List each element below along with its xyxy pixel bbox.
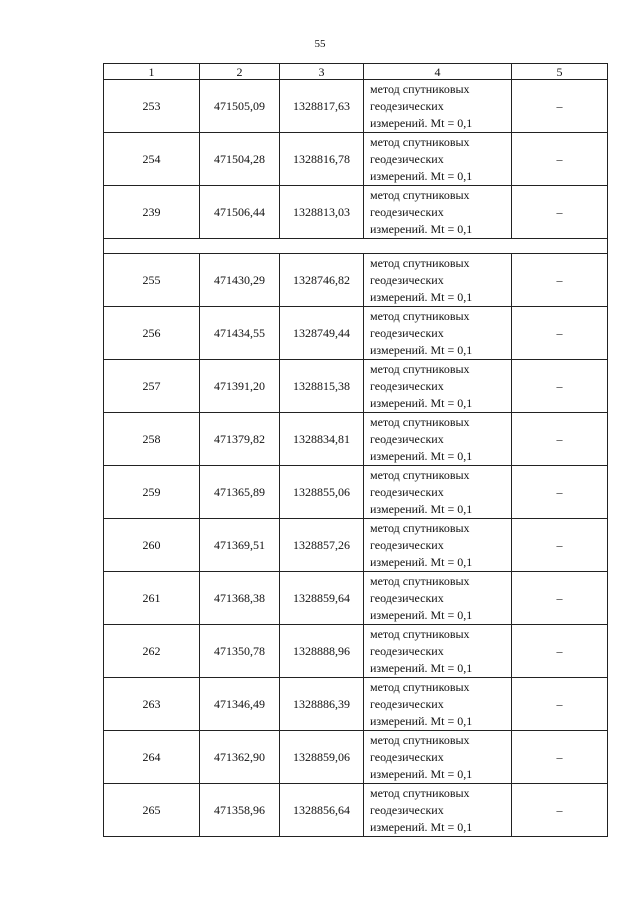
method-text-line: измерений. Mt = 0,1 — [370, 289, 473, 304]
accuracy-dash-cell: – — [512, 80, 608, 133]
table-row — [104, 413, 608, 466]
point-number-cell: 254 — [104, 133, 200, 186]
method-text-line: метод спутниковых — [370, 520, 470, 535]
method-text-line: измерений. Mt = 0,1 — [370, 395, 473, 410]
method-text-line: геодезических — [370, 98, 444, 113]
point-number-cell: 255 — [104, 254, 200, 307]
point-number-cell: 262 — [104, 625, 200, 678]
method-text-line: геодезических — [370, 431, 444, 446]
method-text-line: геодезических — [370, 590, 444, 605]
method-text-line: геодезических — [370, 749, 444, 764]
method-text-line: геодезических — [370, 204, 444, 219]
method-text-line: измерений. Mt = 0,1 — [370, 554, 473, 569]
x-coordinate-cell: 471506,44 — [200, 186, 280, 239]
x-coordinate-cell: 471430,29 — [200, 254, 280, 307]
method-text-line: измерений. Mt = 0,1 — [370, 766, 473, 781]
header-cell: 3 — [280, 64, 364, 80]
x-coordinate-cell: 471434,55 — [200, 307, 280, 360]
point-number-cell: 260 — [104, 519, 200, 572]
accuracy-dash-cell: – — [512, 731, 608, 784]
method-cell — [364, 572, 512, 625]
method-cell — [364, 731, 512, 784]
y-coordinate-cell: 1328855,06 — [280, 466, 364, 519]
method-text-line: измерений. Mt = 0,1 — [370, 819, 473, 834]
method-text-line: метод спутниковых — [370, 626, 470, 641]
header-cell: 2 — [200, 64, 280, 80]
x-coordinate-cell: 471368,38 — [200, 572, 280, 625]
method-text-line: метод спутниковых — [370, 187, 470, 202]
point-number-cell: 257 — [104, 360, 200, 413]
table-row — [104, 784, 608, 837]
method-text-line: геодезических — [370, 151, 444, 166]
method-text-line: геодезических — [370, 537, 444, 552]
point-number-cell: 264 — [104, 731, 200, 784]
table-row — [104, 186, 608, 239]
table-row — [104, 572, 608, 625]
accuracy-dash-cell: – — [512, 186, 608, 239]
y-coordinate-cell: 1328856,64 — [280, 784, 364, 837]
method-cell — [364, 133, 512, 186]
table-row — [104, 678, 608, 731]
method-cell — [364, 625, 512, 678]
table-row — [104, 625, 608, 678]
header-cell: 4 — [364, 64, 512, 80]
method-text-line: измерений. Mt = 0,1 — [370, 221, 473, 236]
method-cell — [364, 784, 512, 837]
method-cell — [364, 186, 512, 239]
method-text-line: метод спутниковых — [370, 255, 470, 270]
method-cell — [364, 678, 512, 731]
accuracy-dash-cell: – — [512, 572, 608, 625]
table-row — [104, 360, 608, 413]
accuracy-dash-cell: – — [512, 466, 608, 519]
method-text-line: геодезических — [370, 802, 444, 817]
method-text-line: измерений. Mt = 0,1 — [370, 660, 473, 675]
method-text-line: метод спутниковых — [370, 467, 470, 482]
accuracy-dash-cell: – — [512, 307, 608, 360]
y-coordinate-cell: 1328886,39 — [280, 678, 364, 731]
table-row — [104, 731, 608, 784]
header-cell: 5 — [512, 64, 608, 80]
table-row — [104, 80, 608, 133]
x-coordinate-cell: 471379,82 — [200, 413, 280, 466]
y-coordinate-cell: 1328816,78 — [280, 133, 364, 186]
table-row — [104, 254, 608, 307]
x-coordinate-cell: 471369,51 — [200, 519, 280, 572]
method-text-line: метод спутниковых — [370, 134, 470, 149]
y-coordinate-cell: 1328859,06 — [280, 731, 364, 784]
method-text-line: метод спутниковых — [370, 679, 470, 694]
header-cell: 1 — [104, 64, 200, 80]
method-cell — [364, 466, 512, 519]
table-row — [104, 519, 608, 572]
method-text-line: геодезических — [370, 696, 444, 711]
method-text-line: измерений. Mt = 0,1 — [370, 607, 473, 622]
method-text-line: геодезических — [370, 325, 444, 340]
page-number: 55 — [314, 38, 326, 50]
x-coordinate-cell: 471350,78 — [200, 625, 280, 678]
method-cell — [364, 413, 512, 466]
y-coordinate-cell: 1328817,63 — [280, 80, 364, 133]
point-number-cell: 263 — [104, 678, 200, 731]
y-coordinate-cell: 1328859,64 — [280, 572, 364, 625]
x-coordinate-cell: 471505,09 — [200, 80, 280, 133]
accuracy-dash-cell: – — [512, 519, 608, 572]
accuracy-dash-cell: – — [512, 360, 608, 413]
point-number-cell: 261 — [104, 572, 200, 625]
y-coordinate-cell: 1328834,81 — [280, 413, 364, 466]
x-coordinate-cell: 471504,28 — [200, 133, 280, 186]
method-text-line: измерений. Mt = 0,1 — [370, 448, 473, 463]
y-coordinate-cell: 1328857,26 — [280, 519, 364, 572]
y-coordinate-cell: 1328888,96 — [280, 625, 364, 678]
point-number-cell: 259 — [104, 466, 200, 519]
x-coordinate-cell: 471362,90 — [200, 731, 280, 784]
separator-row — [104, 239, 608, 254]
x-coordinate-cell: 471391,20 — [200, 360, 280, 413]
method-cell — [364, 307, 512, 360]
method-text-line: измерений. Mt = 0,1 — [370, 713, 473, 728]
method-text-line: измерений. Mt = 0,1 — [370, 115, 473, 130]
table-header-row — [104, 64, 608, 80]
x-coordinate-cell: 471365,89 — [200, 466, 280, 519]
accuracy-dash-cell: – — [512, 678, 608, 731]
accuracy-dash-cell: – — [512, 784, 608, 837]
point-number-cell: 265 — [104, 784, 200, 837]
method-cell — [364, 80, 512, 133]
y-coordinate-cell: 1328813,03 — [280, 186, 364, 239]
method-cell — [364, 519, 512, 572]
method-text-line: метод спутниковых — [370, 308, 470, 323]
accuracy-dash-cell: – — [512, 254, 608, 307]
method-text-line: геодезических — [370, 378, 444, 393]
table-row — [104, 466, 608, 519]
method-cell — [364, 254, 512, 307]
method-text-line: измерений. Mt = 0,1 — [370, 342, 473, 357]
x-coordinate-cell: 471358,96 — [200, 784, 280, 837]
coordinates-table — [103, 63, 608, 837]
method-text-line: метод спутниковых — [370, 732, 470, 747]
method-text-line: метод спутниковых — [370, 573, 470, 588]
method-text-line: метод спутниковых — [370, 361, 470, 376]
point-number-cell: 253 — [104, 80, 200, 133]
y-coordinate-cell: 1328749,44 — [280, 307, 364, 360]
accuracy-dash-cell: – — [512, 413, 608, 466]
method-text-line: метод спутниковых — [370, 414, 470, 429]
method-text-line: геодезических — [370, 484, 444, 499]
accuracy-dash-cell: – — [512, 625, 608, 678]
y-coordinate-cell: 1328746,82 — [280, 254, 364, 307]
table-row — [104, 307, 608, 360]
separator-cell — [104, 239, 608, 254]
point-number-cell: 258 — [104, 413, 200, 466]
method-text-line: измерений. Mt = 0,1 — [370, 168, 473, 183]
point-number-cell: 239 — [104, 186, 200, 239]
table-row — [104, 133, 608, 186]
method-text-line: метод спутниковых — [370, 81, 470, 96]
method-text-line: метод спутниковых — [370, 785, 470, 800]
y-coordinate-cell: 1328815,38 — [280, 360, 364, 413]
method-text-line: измерений. Mt = 0,1 — [370, 501, 473, 516]
point-number-cell: 256 — [104, 307, 200, 360]
method-text-line: геодезических — [370, 643, 444, 658]
method-text-line: геодезических — [370, 272, 444, 287]
x-coordinate-cell: 471346,49 — [200, 678, 280, 731]
accuracy-dash-cell: – — [512, 133, 608, 186]
method-cell — [364, 360, 512, 413]
